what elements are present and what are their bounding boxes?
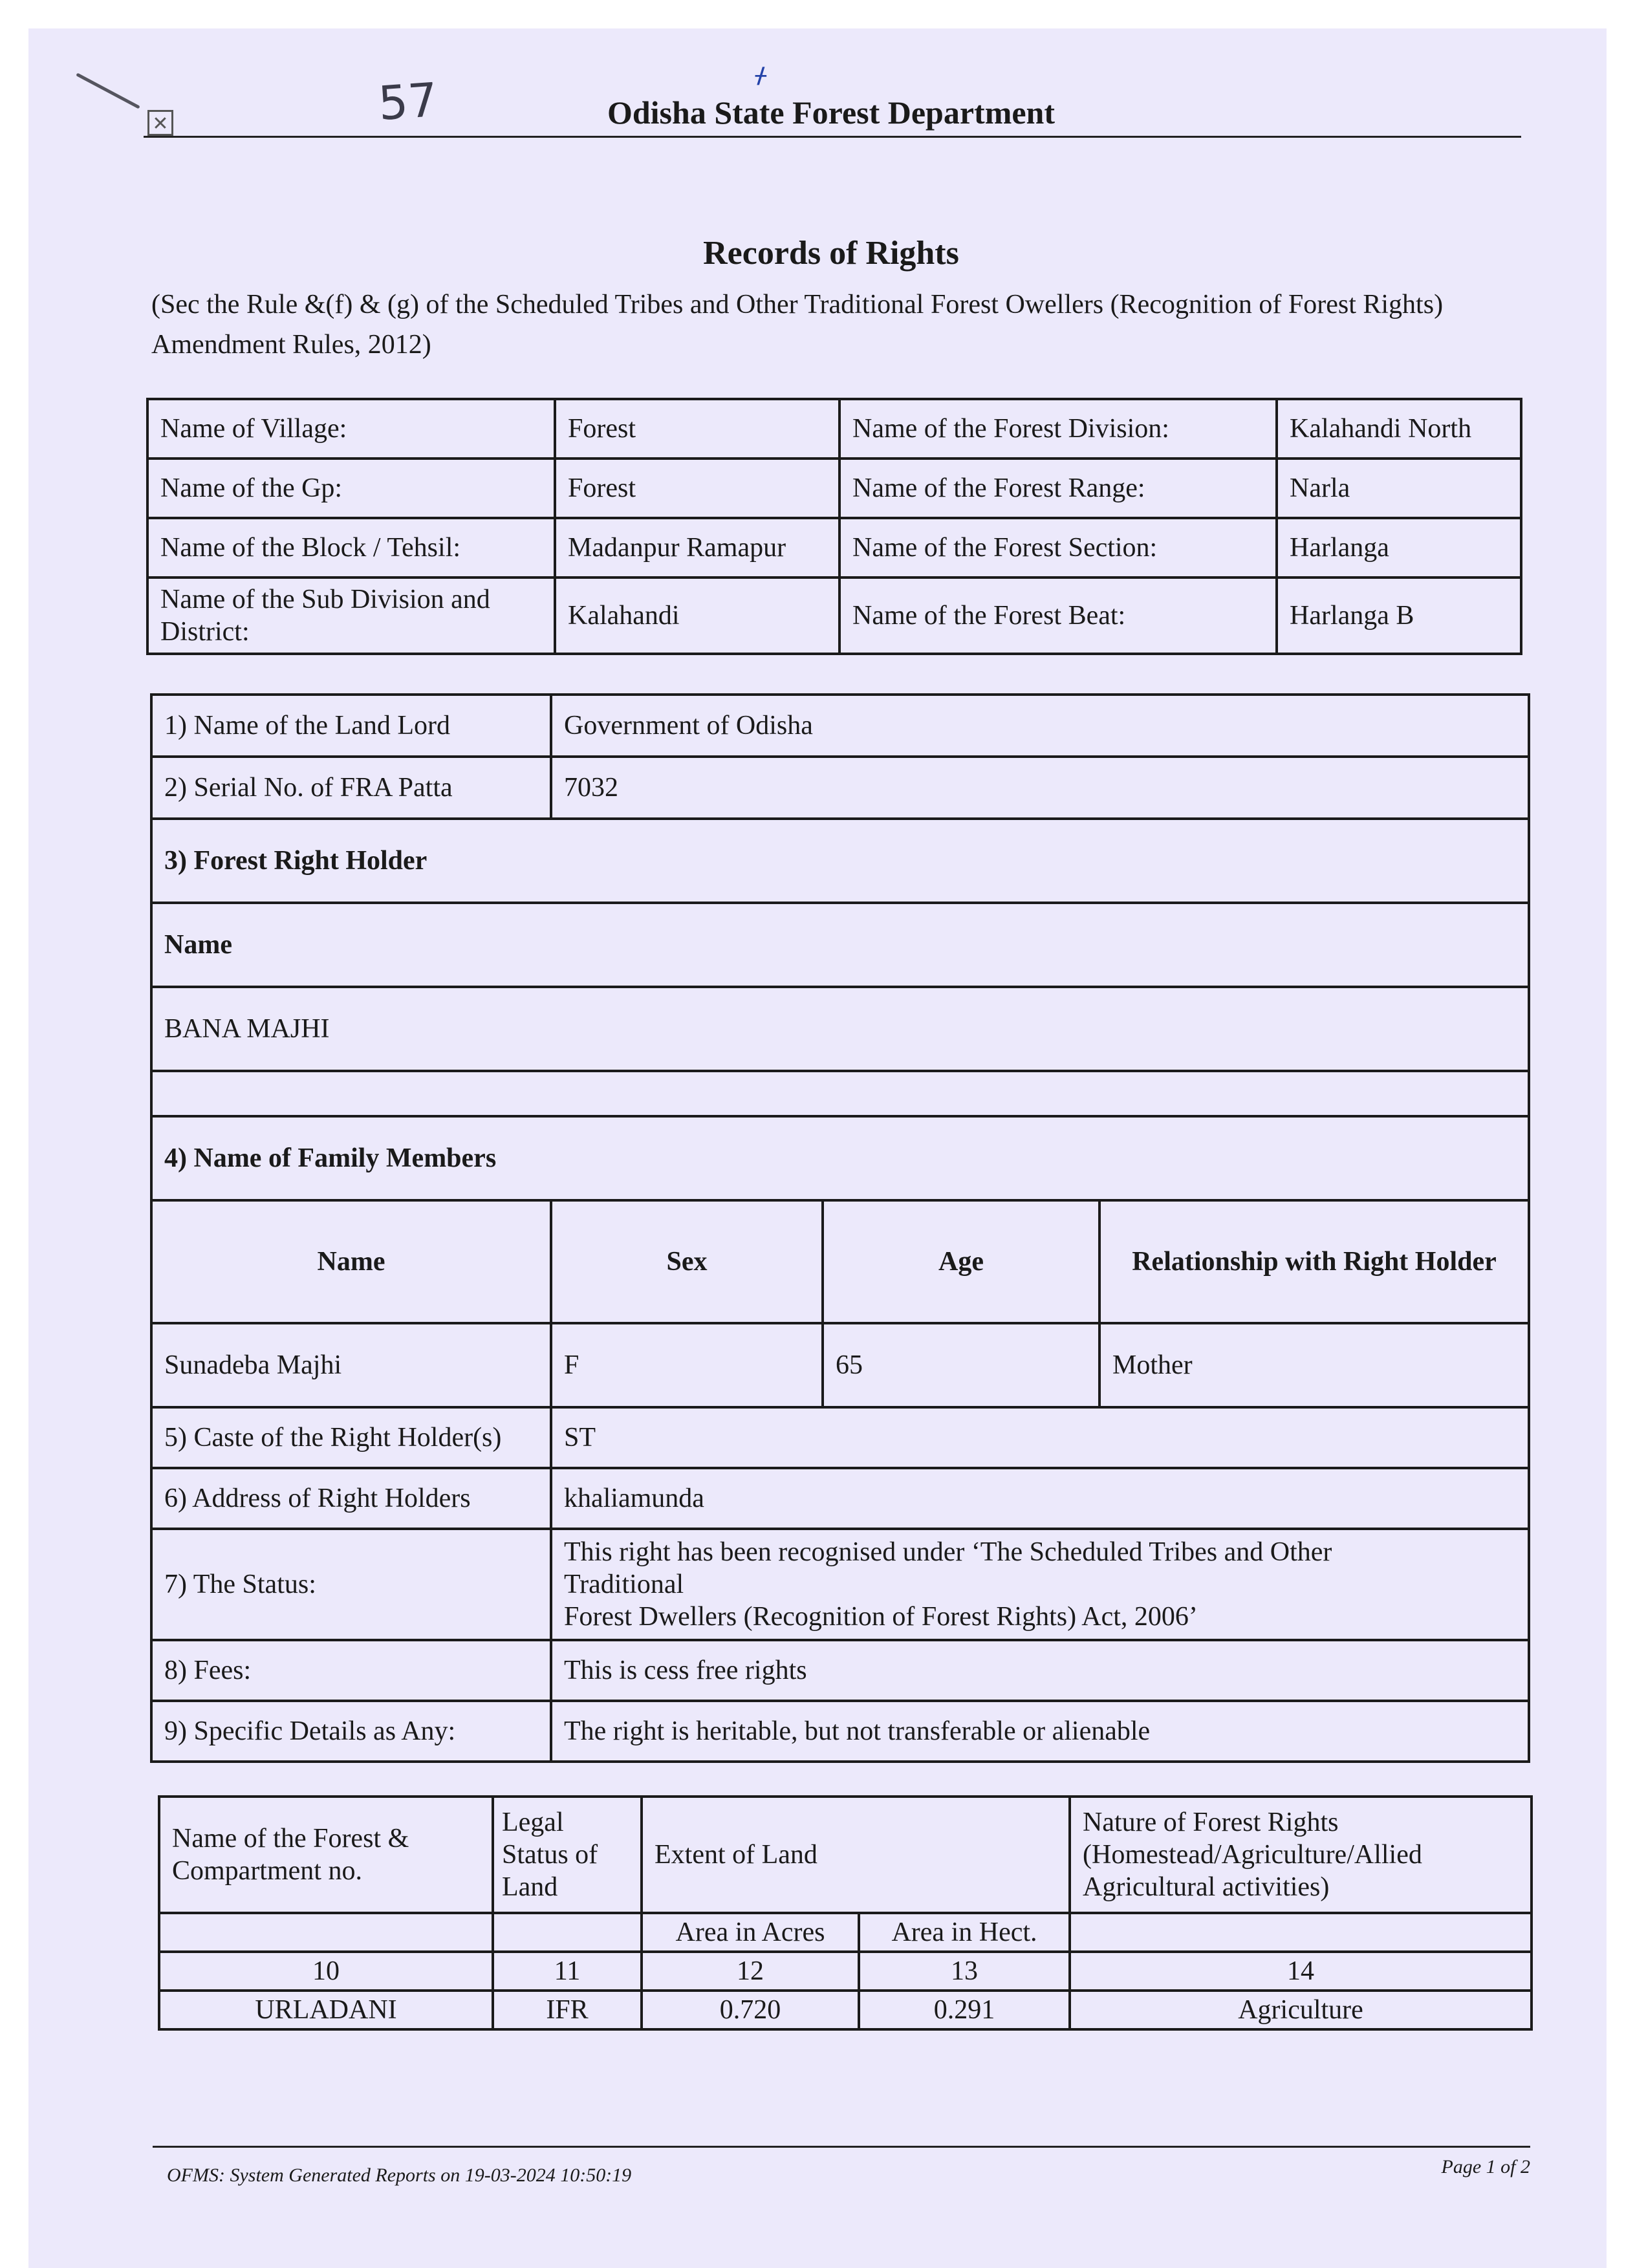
fees-value: This is cess free rights	[551, 1640, 1529, 1701]
land-area-acres: 0.720	[642, 1991, 859, 2029]
table-row	[159, 1913, 1532, 1952]
caste-label: 5) Caste of the Right Holder(s)	[151, 1407, 551, 1468]
table-row	[151, 1468, 1529, 1529]
status-line-1: This right has been recognised under ‘The Scheduled Tribes and Other Traditional	[564, 1537, 1332, 1599]
holder-name-value: BANA MAJHI	[151, 987, 1529, 1071]
land-forest-name: URLADANI	[159, 1991, 493, 2029]
land-colnum: 13	[859, 1952, 1070, 1991]
land-colnum: 10	[159, 1952, 493, 1991]
holder-name-heading: Name	[151, 903, 1529, 987]
land-sub-acres: Area in Acres	[642, 1913, 859, 1952]
land-colnum: 14	[1070, 1952, 1532, 1991]
land-sub-empty	[159, 1913, 493, 1952]
forest-section-value: Harlanga	[1277, 518, 1521, 578]
family-members-heading: 4) Name of Family Members	[151, 1116, 1529, 1200]
table-row	[147, 399, 1521, 459]
land-lord-value: Government of Odisha	[551, 695, 1529, 757]
table-row	[151, 819, 1529, 903]
block-tehsil-label: Name of the Block / Tehsil:	[147, 518, 555, 578]
table-row	[147, 578, 1521, 654]
family-col-name: Name	[151, 1200, 551, 1323]
address-label: 6) Address of Right Holders	[151, 1468, 551, 1529]
table-row	[159, 1952, 1532, 1991]
land-area-hect: 0.291	[859, 1991, 1070, 2029]
table-row	[151, 1640, 1529, 1701]
table-row	[151, 1116, 1529, 1200]
table-row	[151, 695, 1529, 757]
forest-range-value: Narla	[1277, 459, 1521, 518]
forest-right-holder-heading: 3) Forest Right Holder	[151, 819, 1529, 903]
family-member-age: 65	[823, 1323, 1099, 1407]
table-row	[147, 518, 1521, 578]
footer-generated-text: OFMS: System Generated Reports on 19-03-2024 10:50:19	[167, 2165, 632, 2186]
family-col-sex: Sex	[551, 1200, 823, 1323]
fees-label: 8) Fees:	[151, 1640, 551, 1701]
empty-row	[151, 1071, 1529, 1116]
broken-image-icon: ✕	[147, 110, 173, 136]
table-row	[159, 1797, 1532, 1913]
table-row	[151, 1200, 1529, 1323]
land-colnum: 11	[493, 1952, 642, 1991]
block-tehsil-value: Madanpur Ramapur	[555, 518, 839, 578]
table-row	[151, 757, 1529, 819]
table-row	[151, 903, 1529, 987]
family-member-sex: F	[551, 1323, 823, 1407]
land-head-forest: Name of the Forest & Compartment no.	[159, 1797, 493, 1913]
land-sub-hect: Area in Hect.	[859, 1913, 1070, 1952]
forest-section-label: Name of the Forest Section:	[839, 518, 1277, 578]
village-label: Name of Village:	[147, 399, 555, 459]
table-row	[151, 1701, 1529, 1762]
land-head-extent: Extent of Land	[642, 1797, 1070, 1913]
forest-beat-label: Name of the Forest Beat:	[839, 578, 1277, 654]
footer-page-number: Page 1 of 2	[1441, 2156, 1530, 2177]
handwritten-page-number: 57	[376, 72, 440, 131]
status-label: 7) The Status:	[151, 1529, 551, 1640]
header-divider	[144, 136, 1521, 138]
forest-division-value: Kalahandi North	[1277, 399, 1521, 459]
department-title: Odisha State Forest Department	[607, 94, 1056, 131]
land-sub-empty	[493, 1913, 642, 1952]
family-member-name: Sunadeba Majhi	[151, 1323, 551, 1407]
land-head-legal: Legal Status of Land	[493, 1797, 642, 1913]
footer-divider	[153, 2146, 1530, 2148]
gp-value: Forest	[555, 459, 839, 518]
land-colnum: 12	[642, 1952, 859, 1991]
land-table	[158, 1795, 1533, 2031]
village-value: Forest	[555, 399, 839, 459]
rights-table	[150, 693, 1530, 1763]
location-table	[146, 398, 1522, 655]
forest-range-label: Name of the Forest Range:	[839, 459, 1277, 518]
table-row	[151, 1071, 1529, 1116]
table-row	[151, 987, 1529, 1071]
gp-label: Name of the Gp:	[147, 459, 555, 518]
sub-division-label: Name of the Sub Division and District:	[147, 578, 555, 654]
table-row	[151, 1323, 1529, 1407]
table-row	[147, 459, 1521, 518]
status-line-2: Forest Dwellers (Recognition of Forest Rights) Act, 2006’	[564, 1602, 1198, 1632]
table-row	[159, 1991, 1532, 2029]
specific-details-label: 9) Specific Details as Any:	[151, 1701, 551, 1762]
table-row	[151, 1407, 1529, 1468]
status-value	[551, 1529, 1529, 1640]
land-lord-label: 1) Name of the Land Lord	[151, 695, 551, 757]
caste-value: ST	[551, 1407, 1529, 1468]
document-title: Records of Rights	[703, 235, 959, 272]
land-nature-of-rights: Agriculture	[1070, 1991, 1532, 2029]
address-value: khaliamunda	[551, 1468, 1529, 1529]
forest-division-label: Name of the Forest Division:	[839, 399, 1277, 459]
sub-division-value: Kalahandi	[555, 578, 839, 654]
land-legal-status: IFR	[493, 1991, 642, 2029]
document-subtitle: (Sec the Rule &(f) & (g) of the Scheduled Tribes and Other Traditional Forest Owellers (Recognition of Forest Rights) Amendment Rules, 2012)	[151, 290, 1444, 360]
land-sub-empty	[1070, 1913, 1532, 1952]
handwritten-tick-mark: ᚋ	[755, 62, 766, 88]
table-row	[151, 1529, 1529, 1640]
family-col-relationship: Relationship with Right Holder	[1099, 1200, 1529, 1323]
serial-no-value: 7032	[551, 757, 1529, 819]
forest-beat-value: Harlanga B	[1277, 578, 1521, 654]
specific-details-value: The right is heritable, but not transferable or alienable	[551, 1701, 1529, 1762]
serial-no-label: 2) Serial No. of FRA Patta	[151, 757, 551, 819]
land-head-nature: Nature of Forest Rights (Homestead/Agriculture/Allied Agricultural activities)	[1070, 1797, 1532, 1913]
family-col-age: Age	[823, 1200, 1099, 1323]
family-member-relationship: Mother	[1099, 1323, 1529, 1407]
